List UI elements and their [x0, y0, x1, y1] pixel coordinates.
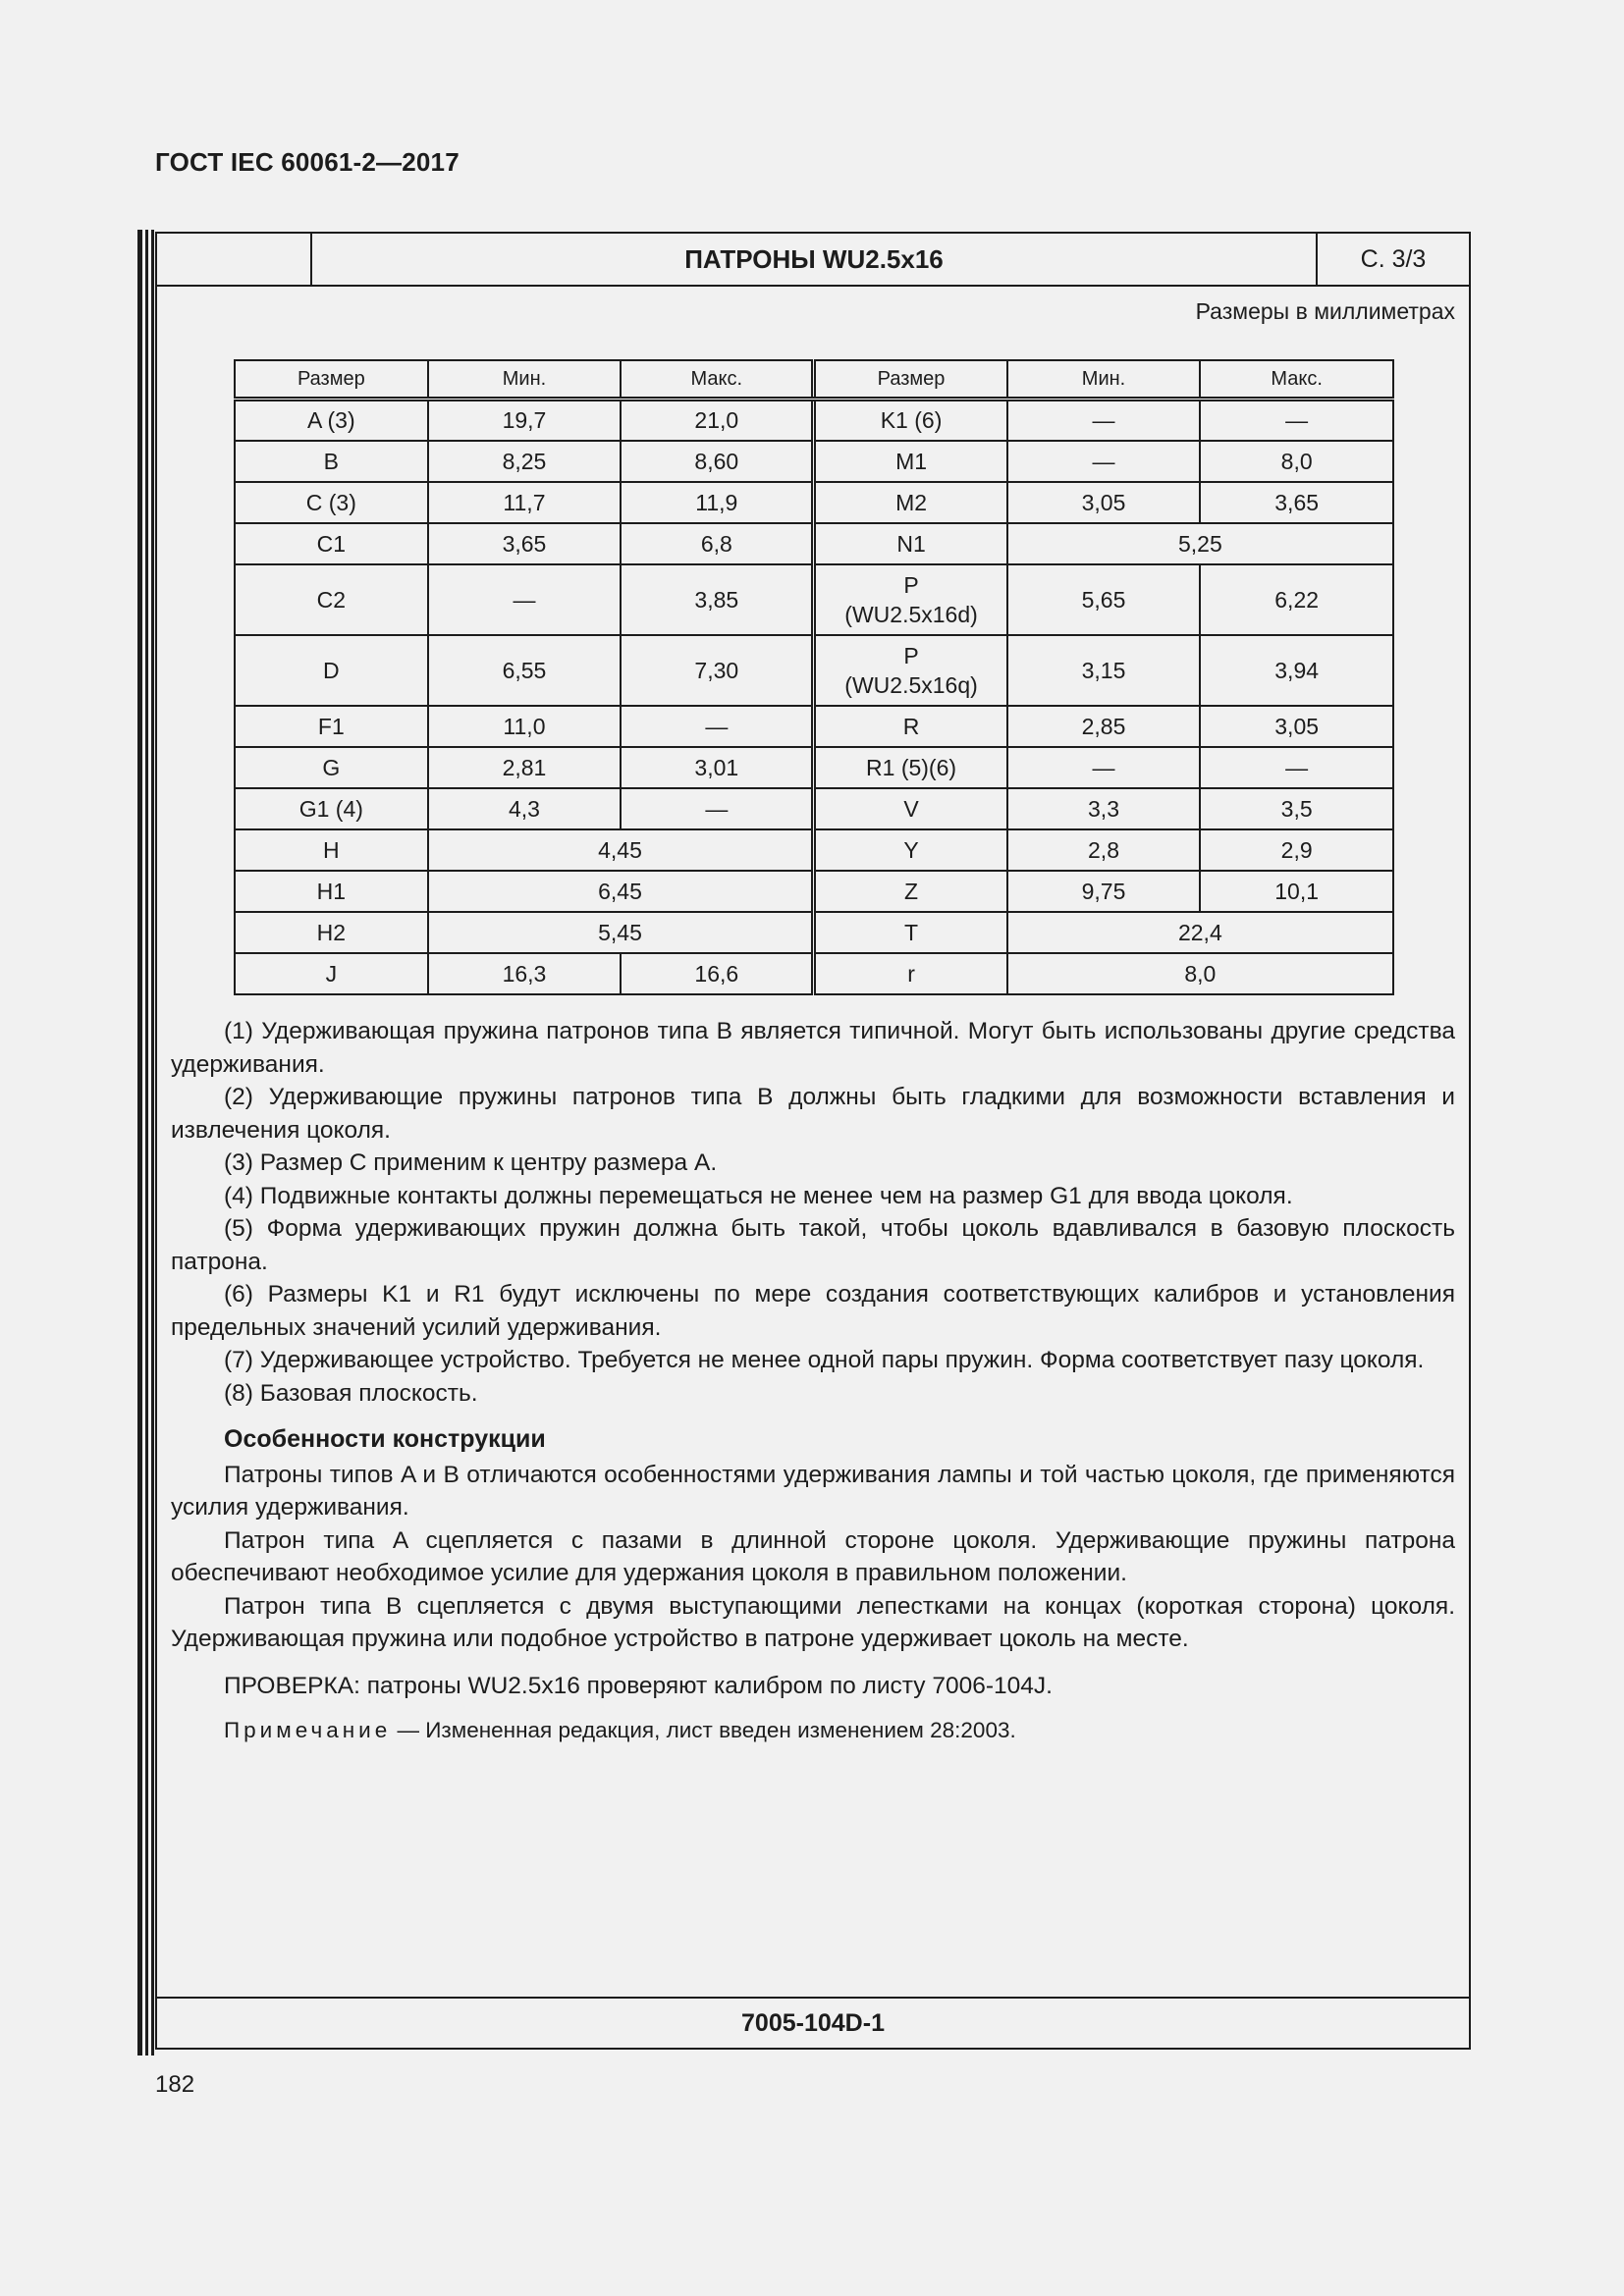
table-cell: Z	[814, 871, 1007, 912]
column-header: Размер	[235, 360, 428, 400]
table-cell: M2	[814, 482, 1007, 523]
notes-section	[171, 1015, 1455, 1747]
table-row	[235, 953, 1393, 994]
table-cell: 8,25	[428, 441, 622, 482]
standard-sheet-frame	[155, 232, 1471, 2050]
units-note: Размеры в миллиметрах	[1195, 298, 1455, 324]
table-cell: T	[814, 912, 1007, 953]
table-cell: 3,65	[1200, 482, 1393, 523]
table-cell: 5,25	[1007, 523, 1393, 564]
table-cell: 11,7	[428, 482, 622, 523]
table-row	[235, 441, 1393, 482]
table-cell: 3,3	[1007, 788, 1201, 829]
table-cell: 19,7	[428, 400, 622, 441]
table-cell: K1 (6)	[814, 400, 1007, 441]
table-cell: 5,45	[428, 912, 814, 953]
table-cell: H1	[235, 871, 428, 912]
table-cell: 16,6	[621, 953, 814, 994]
column-header: Мин.	[428, 360, 622, 400]
table-cell: G	[235, 747, 428, 788]
title-empty-cell	[157, 234, 312, 285]
table-cell: B	[235, 441, 428, 482]
table-cell: —	[621, 788, 814, 829]
footnote: (2) Удерживающие пружины патронов типа B должны быть гладкими для возможности вставления и извлечения цоколя.	[171, 1084, 1455, 1144]
table-cell: P (WU2.5x16q)	[814, 635, 1007, 706]
design-heading: Особенности конструкции	[224, 1425, 546, 1453]
table-cell: V	[814, 788, 1007, 829]
table-cell: —	[428, 564, 622, 635]
note-text: — Измененная редакция, лист введен изменением 28:2003.	[391, 1718, 1016, 1742]
table-cell: —	[621, 706, 814, 747]
footnote: (1) Удерживающая пружина патронов типа B является типичной. Могут быть использованы другие средства удерживания.	[171, 1018, 1455, 1078]
table-cell: P (WU2.5x16d)	[814, 564, 1007, 635]
table-row	[235, 523, 1393, 564]
table-cell: 3,65	[428, 523, 622, 564]
design-paragraph: Патрон типа B сцепляется с двумя выступающими лепестками на концах (короткая сторона) цоколя. Удерживающая пружина или подобное устройство в патроне удерживает цоколь на месте.	[171, 1592, 1455, 1652]
frame-binding-bars	[137, 230, 155, 2056]
table-row	[235, 564, 1393, 635]
footnote: (8) Базовая плоскость.	[224, 1379, 478, 1407]
table-cell: 2,9	[1200, 829, 1393, 871]
table-cell: 11,0	[428, 706, 622, 747]
table-cell: 21,0	[621, 400, 814, 441]
footnote: (3) Размер C применим к центру размера A.	[224, 1149, 718, 1176]
check-text: ПРОВЕРКА: патроны WU2.5x16 проверяют калибром по листу 7006-104J.	[224, 1672, 1053, 1699]
design-paragraph: Патроны типов A и B отличаются особенностями удерживания лампы и той частью цоколя, где применяются усилия удерживания.	[171, 1461, 1455, 1521]
table-cell: R	[814, 706, 1007, 747]
table-cell: 6,8	[621, 523, 814, 564]
column-header: Макс.	[1200, 360, 1393, 400]
column-header: Размер	[814, 360, 1007, 400]
table-cell: D	[235, 635, 428, 706]
note-label: Примечание	[224, 1718, 392, 1742]
footnote: (4) Подвижные контакты должны перемещаться не менее чем на размер G1 для ввода цоколя.	[224, 1182, 1293, 1209]
table-cell: 5,65	[1007, 564, 1201, 635]
design-paragraph: Патрон типа A сцепляется с пазами в длинной стороне цоколя. Удерживающие пружины патрона обеспечивают необходимое усилие для удержания цоколя в правильном положении.	[171, 1526, 1455, 1586]
table-cell: —	[1007, 747, 1201, 788]
table-cell: 2,81	[428, 747, 622, 788]
table-header-row	[235, 360, 1393, 400]
table-cell: 9,75	[1007, 871, 1201, 912]
table-cell: 10,1	[1200, 871, 1393, 912]
table-cell: G1 (4)	[235, 788, 428, 829]
table-cell: 8,0	[1007, 953, 1393, 994]
table-cell: C2	[235, 564, 428, 635]
footnote: (5) Форма удерживающих пружин должна быть такой, чтобы цоколь вдавливался в базовую плоскость патрона.	[171, 1215, 1455, 1275]
table-row	[235, 829, 1393, 871]
table-row	[235, 871, 1393, 912]
footnote: (6) Размеры K1 и R1 будут исключены по мере создания соответствующих калибров и установления предельных значений усилий удерживания.	[171, 1281, 1455, 1341]
table-cell: 4,45	[428, 829, 814, 871]
table-cell: 16,3	[428, 953, 622, 994]
table-cell: 6,55	[428, 635, 622, 706]
table-cell: 6,45	[428, 871, 814, 912]
table-cell: 22,4	[1007, 912, 1393, 953]
sheet-code: 7005-104D-1	[157, 1997, 1469, 2048]
table-cell: R1 (5)(6)	[814, 747, 1007, 788]
table-row	[235, 747, 1393, 788]
table-cell: 3,15	[1007, 635, 1201, 706]
table-row	[235, 482, 1393, 523]
table-cell: —	[1200, 400, 1393, 441]
amendment-note	[171, 1714, 1455, 1747]
table-cell: Y	[814, 829, 1007, 871]
table-row	[235, 788, 1393, 829]
table-cell: N1	[814, 523, 1007, 564]
table-cell: 4,3	[428, 788, 622, 829]
design-paragraphs	[171, 1459, 1455, 1656]
table-cell: H2	[235, 912, 428, 953]
table-cell: 2,8	[1007, 829, 1201, 871]
table-cell: 11,9	[621, 482, 814, 523]
table-cell: C (3)	[235, 482, 428, 523]
sheet-page-label: С. 3/3	[1360, 244, 1427, 273]
table-cell: —	[1007, 400, 1201, 441]
column-header: Макс.	[621, 360, 814, 400]
table-cell: M1	[814, 441, 1007, 482]
page-number: 182	[155, 2071, 195, 2098]
sheet-title: ПАТРОНЫ WU2.5x16	[312, 234, 1318, 285]
table-cell: 3,05	[1200, 706, 1393, 747]
table-cell: F1	[235, 706, 428, 747]
table-cell: —	[1200, 747, 1393, 788]
table-row	[235, 400, 1393, 441]
column-header: Мин.	[1007, 360, 1201, 400]
table-cell: 6,22	[1200, 564, 1393, 635]
table-row	[235, 635, 1393, 706]
table-cell: 8,60	[621, 441, 814, 482]
table-row	[235, 706, 1393, 747]
table-cell: 7,30	[621, 635, 814, 706]
footnote: (7) Удерживающее устройство. Требуется не менее одной пары пружин. Форма соответствует пазу цоколя.	[224, 1347, 1425, 1373]
table-cell: C1	[235, 523, 428, 564]
document-header: ГОСТ IEC 60061-2—2017	[155, 147, 460, 177]
table-cell: 8,0	[1200, 441, 1393, 482]
table-cell: 3,01	[621, 747, 814, 788]
footnotes-list	[171, 1015, 1455, 1410]
sheet-title-row	[157, 234, 1469, 287]
table-row	[235, 912, 1393, 953]
table-cell: —	[1007, 441, 1201, 482]
table-cell: 3,85	[621, 564, 814, 635]
table-cell: 2,85	[1007, 706, 1201, 747]
table-cell: 3,5	[1200, 788, 1393, 829]
table-cell: H	[235, 829, 428, 871]
table-cell: r	[814, 953, 1007, 994]
table-cell: A (3)	[235, 400, 428, 441]
dimensions-table	[234, 359, 1394, 995]
table-cell: J	[235, 953, 428, 994]
table-cell: 3,05	[1007, 482, 1201, 523]
table-cell: 3,94	[1200, 635, 1393, 706]
